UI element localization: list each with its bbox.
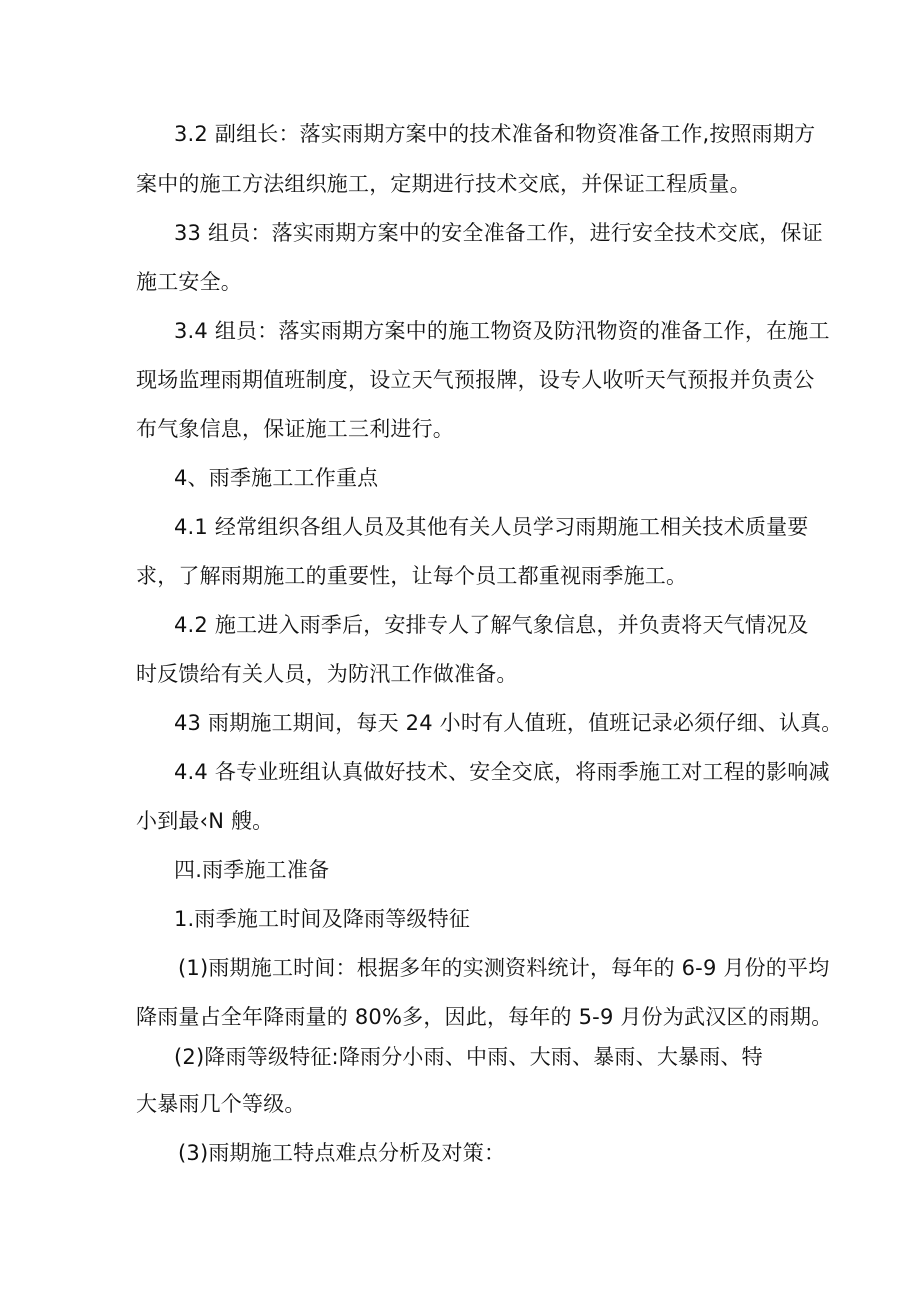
paragraph-4-4-line-1: 4.4 各专业班组认真做好技术、安全交底，将雨季施工对工程的影响减 [174,760,830,784]
paragraph-item-1-line-1: (1)雨期施工时间：根据多年的实测资料统计，每年的 6-9 月份的平均 [178,956,830,980]
paragraph-4-4-line-2: 小到最‹N 艘。 [136,809,274,833]
paragraph-item-2-line-2: 大暴雨几个等级。 [136,1092,306,1116]
subheading-1: 1.雨季施工时间及降雨等级特征 [174,907,471,931]
paragraph-3-3-line-1: 33 组员：落实雨期方案中的安全准备工作，进行安全技术交底，保证 [174,221,823,245]
paragraph-3-4-line-1: 3.4 组员：落实雨期方案中的施工物资及防汛物资的准备工作，在施工 [174,319,830,343]
section-heading-four: 四.雨季施工准备 [174,858,330,882]
paragraph-3-4-line-3: 布气象信息，保证施工三利进行。 [136,417,454,441]
section-heading-4: 4、雨季施工工作重点 [174,466,379,490]
paragraph-item-2-line-1: (2)降雨等级特征:降雨分小雨、中雨、大雨、暴雨、大暴雨、特 [174,1045,763,1069]
paragraph-3-3-line-2: 施工安全。 [136,270,242,294]
paragraph-4-1-line-1: 4.1 经常组织各组人员及其他有关人员学习雨期施工相关技术质量要 [174,515,809,539]
paragraph-item-3: (3)雨期施工特点难点分析及对策： [178,1141,506,1165]
paragraph-item-1-line-2: 降雨量占全年降雨量的 80%多，因此，每年的 5-9 月份为武汉区的雨期。 [136,1005,833,1029]
paragraph-4-3: 43 雨期施工期间，每天 24 小时有人值班，值班记录必须仔细、认真。 [174,711,843,735]
paragraph-4-1-line-2: 求，了解雨期施工的重要性，让每个员工都重视雨季施工。 [136,564,688,588]
paragraph-4-2-line-2: 时反馈给有关人员，为防汛工作做准备。 [136,662,518,686]
paragraph-3-2-line-1: 3.2 副组长：落实雨期方案中的技术准备和物资准备工作,按照雨期方 [174,122,816,146]
paragraph-4-2-line-1: 4.2 施工进入雨季后，安排专人了解气象信息，并负责将天气情况及 [174,613,809,637]
paragraph-3-4-line-2: 现场监理雨期值班制度，设立天气预报牌，设专人收听天气预报并负责公 [136,368,815,392]
paragraph-3-2-line-2: 案中的施工方法组织施工，定期进行技术交底，并保证工程质量。 [136,172,751,196]
